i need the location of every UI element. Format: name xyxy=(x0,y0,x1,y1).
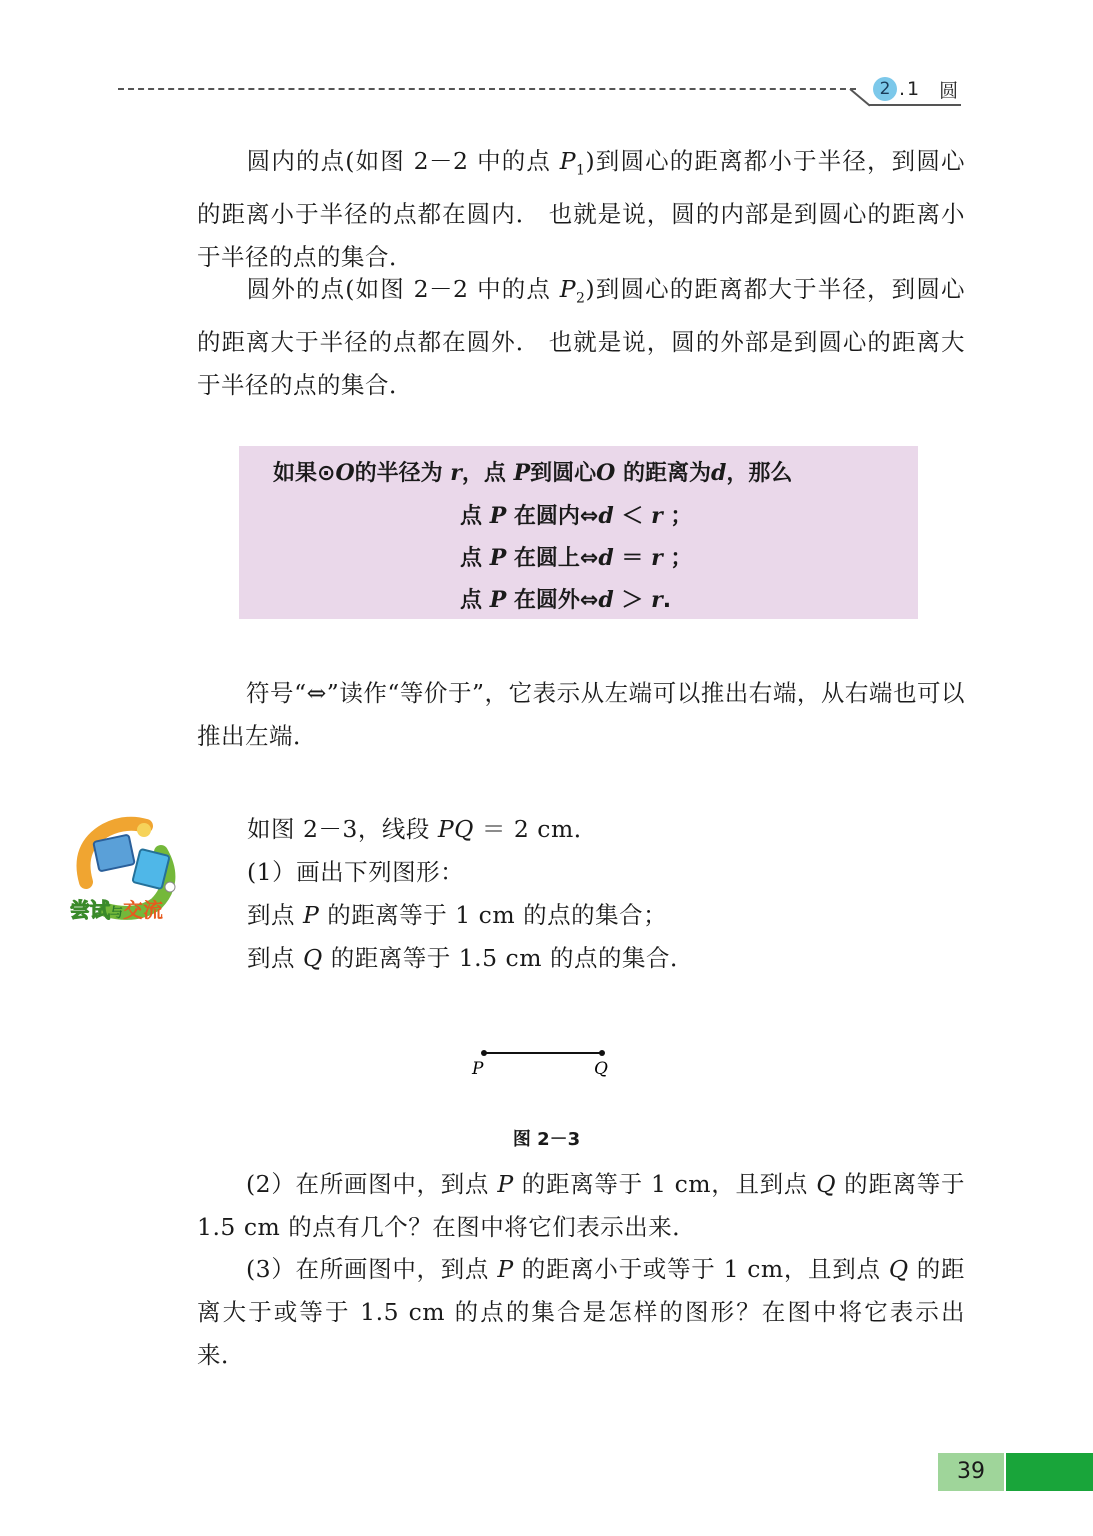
theorem-line-on: 点 P 在圆上⇔d ＝ r ； xyxy=(460,545,693,571)
subscript: 1 xyxy=(576,162,586,179)
theorem-line-inside: 点 P 在圆内⇔d ＜ r ； xyxy=(460,503,693,529)
theorem-line-outside: 点 P 在圆外⇔d ＞ r. xyxy=(460,587,672,613)
exercise-line-3: 到点 P 的距离等于 1 cm 的点的集合； xyxy=(247,901,668,929)
section-title: 圆 xyxy=(939,79,959,102)
label-q: Q xyxy=(594,1059,608,1079)
page-number: 39 xyxy=(938,1453,1004,1491)
text: )到圆心的距离都小于半径，到圆心的距离小于半径的点都在圆内． 也就是说，圆的内部是到圆心的距离小于半径的点的集合． xyxy=(197,147,966,271)
paragraph-equivalence-symbol xyxy=(197,672,965,758)
exercise-intro xyxy=(247,808,967,980)
logo-label-part: 尝试 xyxy=(70,898,110,922)
page-number-bar xyxy=(1006,1453,1093,1491)
section-header xyxy=(873,76,958,102)
exercise-line-4: 到点 Q 的距离等于 1.5 cm 的点的集合． xyxy=(247,944,694,972)
point-q xyxy=(599,1050,605,1056)
header-base-rule xyxy=(869,104,961,106)
theorem-line-1: 如果⊙O的半径为 r，点 P到圆心O 的距离为d，那么 xyxy=(273,460,793,486)
theorem-box xyxy=(239,446,918,619)
subscript: 2 xyxy=(576,290,586,307)
header-dashed-rule xyxy=(118,88,856,90)
exercise-line-2: (1）画出下列图形： xyxy=(247,858,465,886)
text: 圆外的点(如图 2－2 中的点 xyxy=(246,275,560,303)
paragraph-inside-points xyxy=(197,140,965,279)
figure-segment-pq xyxy=(470,1040,620,1080)
logo-label-part: 交流 xyxy=(123,898,164,922)
figure-caption: 图 2－3 xyxy=(512,1129,581,1150)
text: )到圆心的距离都大于半径，到圆心的距离大于半径的点都在圆外． 也就是说，圆的外部是到圆心的距离大于半径的点的集合． xyxy=(197,275,966,399)
section-number-badge: 2 xyxy=(873,77,897,101)
logo-label-part: 与 xyxy=(110,906,124,921)
point-p xyxy=(481,1050,487,1056)
var-p: P xyxy=(559,275,577,303)
text: 符号“⇔”读作“等价于”，它表示从左端可以推出右端，从右端也可以推出左端． xyxy=(197,679,965,750)
header-slant-rule xyxy=(849,88,870,106)
label-p: P xyxy=(472,1059,484,1079)
exercise-line-1: 如图 2－3，线段 PQ ＝ 2 cm． xyxy=(247,815,598,843)
section-number-rest: .1 xyxy=(899,78,922,100)
question-2: (2）在所画图中，到点 P 的距离等于 1 cm，且到点 Q 的距离等于 1.5 cm 的点有几个？在图中将它们表示出来． xyxy=(197,1170,965,1241)
text: 圆内的点(如图 2－2 中的点 xyxy=(246,147,560,175)
var-p: P xyxy=(559,147,577,175)
paragraph-outside-points xyxy=(197,268,965,407)
logo-label xyxy=(70,894,163,923)
question-3: (3）在所画图中，到点 P 的距离小于或等于 1 cm，且到点 Q 的距离大于或等于 1.5 cm 的点的集合是怎样的图形？在图中将它表示出来． xyxy=(197,1255,965,1369)
